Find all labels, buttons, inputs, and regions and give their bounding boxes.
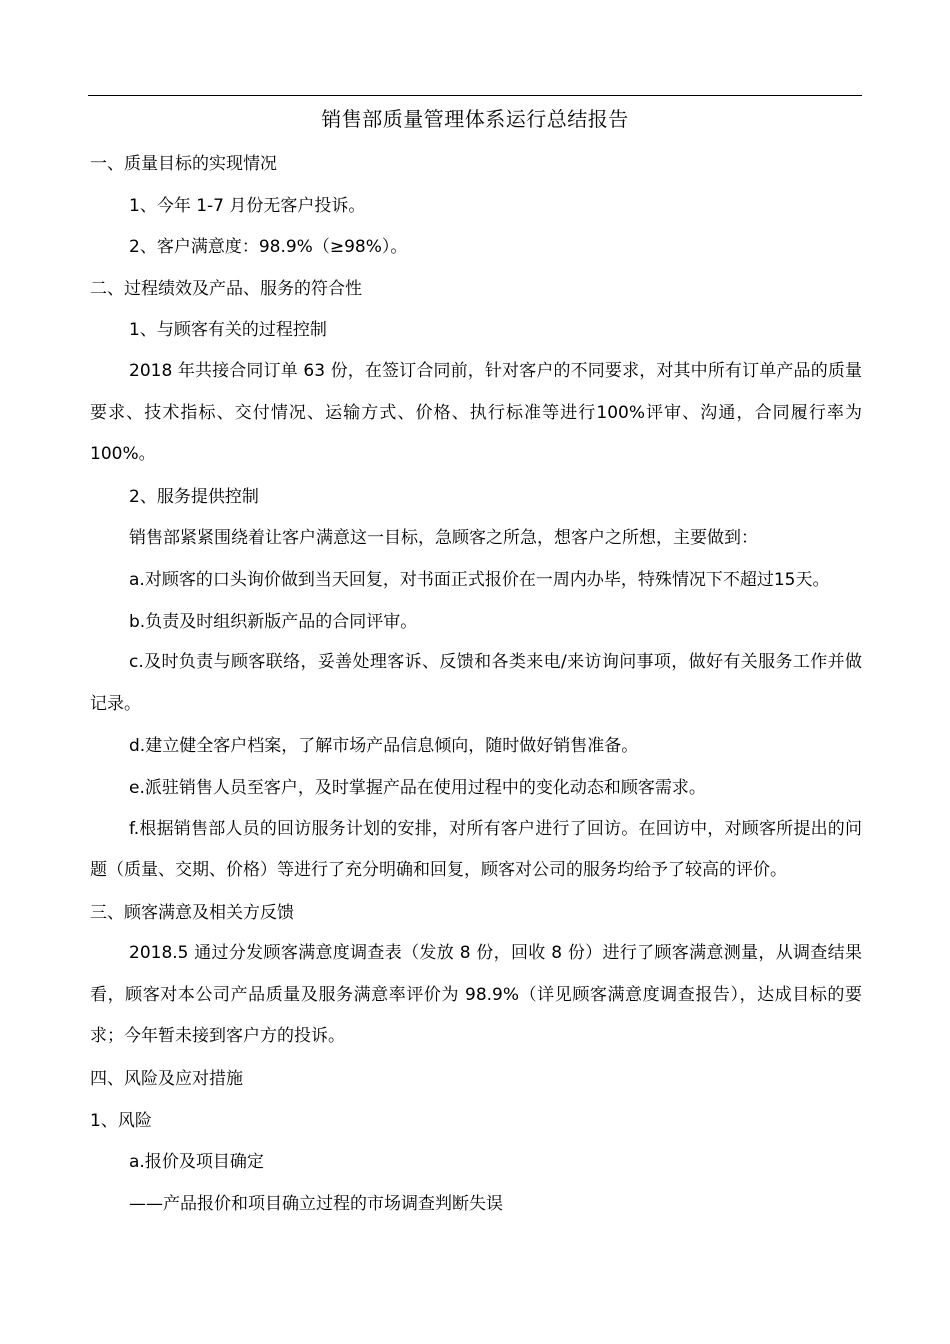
body-line: 2、服务提供控制 [129,486,259,507]
section-heading: 二、过程绩效及产品、服务的符合性 [90,278,362,299]
section-heading: 四、风险及应对措施 [90,1069,243,1090]
body-line: b.负责及时组织新版产品的合同评审。 [129,611,418,632]
body-line: a.报价及项目确定 [129,1152,264,1173]
section-heading: 一、质量目标的实现情况 [90,154,277,174]
body-line: d.建立健全客户档案，了解市场产品信息倾向，随时做好销售准备。 [129,736,639,757]
section-heading: 1、风险 [90,1110,152,1131]
body-line: a.对顾客的口头询价做到当天回复，对书面正式报价在一周内办毕，特殊情况下不超过15天。 [129,569,830,590]
document-title: 销售部质量管理体系运行总结报告 [321,107,629,131]
header-rule [88,95,862,96]
body-line: 1、今年 1-7 月份无客户投诉。 [129,195,366,216]
body-line: 销售部紧紧围绕着让客户满意这一目标，急顾客之所急，想客户之所想，主要做到： [129,528,758,549]
body-line: 1、与顾客有关的过程控制 [129,320,327,341]
document-body [90,143,862,1224]
section-heading: 三、顾客满意及相关方反馈 [90,902,294,923]
body-line: 2、客户满意度：98.9%（≥98%）。 [129,237,408,258]
body-line: ——产品报价和项目确立过程的市场调查判断失误 [129,1193,503,1214]
body-paragraph: 2018.5 通过分发顾客满意度调查表（发放 8 份，回收 8 份）进行了顾客满意测量，从调查结果看，顾客对本公司产品质量及服务满意率评价为 98.9%（详见顾客满意度调查报告），达成目标的要求；今年暂未接到客户方的投诉。 [90,943,862,1047]
body-line: e.派驻销售人员至客户，及时掌握产品在使用过程中的变化动态和顾客需求。 [129,777,706,798]
body-paragraph: f.根据销售部人员的回访服务计划的安排，对所有客户进行了回访。在回访中，对顾客所提出的问题（质量、交期、价格）等进行了充分明确和回复，顾客对公司的服务均给予了较高的评价。 [90,818,862,881]
body-paragraph: c.及时负责与顾客联络，妥善处理客诉、反馈和各类来电/来访询问事项，做好有关服务工作并做记录。 [90,652,862,714]
body-paragraph: 2018 年共接合同订单 63 份，在签订合同前，针对客户的不同要求，对其中所有订单产品的质量要求、技术指标、交付情况、运输方式、价格、执行标准等进行100%评审、沟通，合同履行率为 100%。 [90,360,862,465]
